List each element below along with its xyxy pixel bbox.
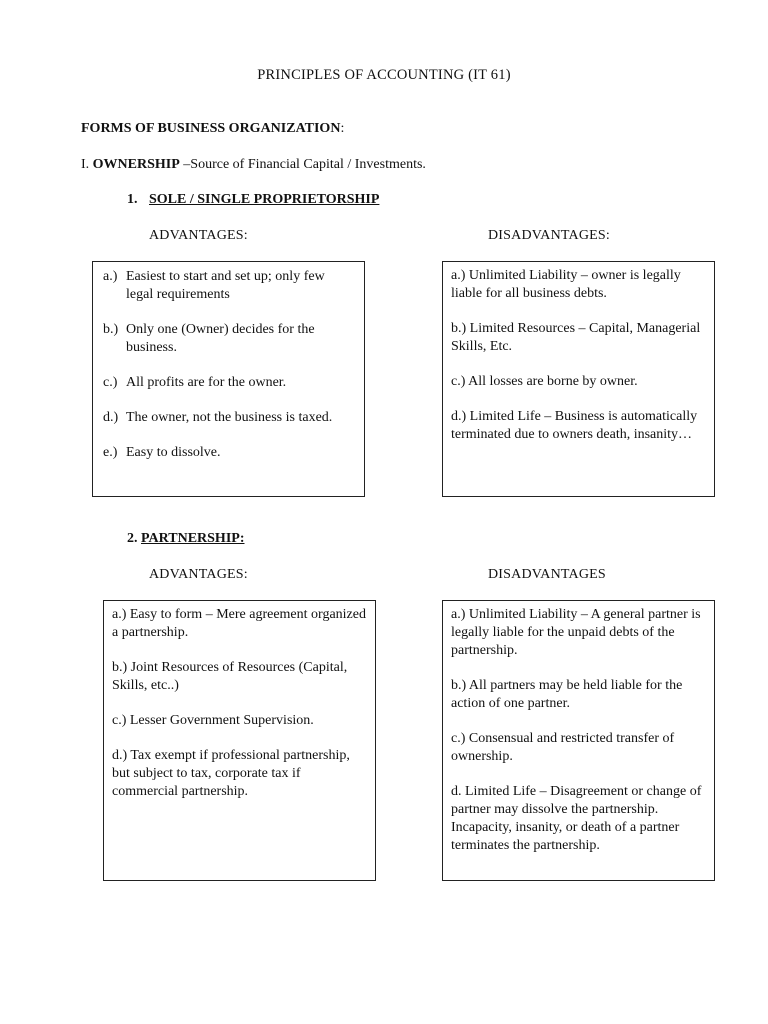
item-text: Only one (Owner) decides for the business. (126, 322, 315, 355)
item-marker: d.) (103, 410, 119, 425)
partnership-heading (127, 530, 244, 548)
list-item (103, 374, 354, 392)
sole-disadvantages-label: DISADVANTAGES: (488, 228, 610, 243)
partnership-number: 2. (127, 531, 141, 546)
partnership-disadvantages-box (442, 600, 715, 881)
list-item: c.) Lesser Government Supervision. (112, 713, 314, 728)
ownership-label: OWNERSHIP (92, 157, 180, 172)
sole-number: 1. (127, 192, 138, 207)
partnership-disadvantages-label: DISADVANTAGES (488, 567, 606, 582)
list-item: b.) All partners may be held liable for the action of one partner. (451, 678, 683, 711)
sole-disadvantages-box (442, 261, 715, 497)
list-item: a.) Unlimited Liability – owner is legally liable for all business debts. (451, 268, 681, 301)
list-item (103, 268, 354, 304)
item-text: Easy to dissolve. (126, 445, 221, 460)
item-marker: c.) (103, 375, 118, 390)
list-item: d.) Limited Life – Business is automatically terminated due to owners death, insanity… (451, 409, 698, 442)
list-item (103, 321, 354, 357)
sole-heading-text: SOLE / SINGLE PROPRIETORSHIP (149, 192, 380, 207)
item-text: All profits are for the owner. (126, 375, 287, 390)
list-item: b.) Limited Resources – Capital, Managerial Skills, Etc. (451, 321, 701, 354)
list-item: c.) Consensual and restricted transfer of ownership. (451, 731, 675, 764)
ownership-text: –Source of Financial Capital / Investments. (179, 157, 426, 172)
list-item: c.) All losses are borne by owner. (451, 374, 638, 389)
sole-advantages-label: ADVANTAGES: (149, 228, 248, 243)
list-item: a.) Unlimited Liability – A general partner is legally liable for the unpaid debts of the partnership. (451, 607, 701, 658)
list-item: d.) Tax exempt if professional partnership, but subject to tax, corporate tax if commercial partnership. (112, 748, 350, 799)
item-marker: e.) (103, 445, 118, 460)
list-item (103, 444, 354, 462)
partnership-heading-text: PARTNERSHIP: (141, 531, 245, 546)
section-heading-text: FORMS OF BUSINESS ORGANIZATION (81, 121, 341, 136)
list-item: a.) Easy to form – Mere agreement organized a partnership. (112, 607, 366, 640)
partnership-advantages-label: ADVANTAGES: (149, 567, 248, 582)
item-text: Easiest to start and set up; only few legal requirements (126, 269, 325, 302)
list-item: b.) Joint Resources of Resources (Capital, Skills, etc..) (112, 660, 348, 693)
ownership-prefix: I. (81, 157, 93, 172)
sole-advantages-box (92, 261, 365, 497)
ownership-line (81, 156, 426, 174)
partnership-advantages-box (103, 600, 376, 881)
item-marker: b.) (103, 322, 119, 337)
section-heading (81, 120, 344, 138)
item-text: The owner, not the business is taxed. (126, 410, 333, 425)
item-marker: a.) (103, 269, 118, 284)
document-title: PRINCIPLES OF ACCOUNTING (IT 61) (257, 67, 511, 83)
list-item: d. Limited Life – Disagreement or change of partner may dissolve the partnership. Incapacity, insanity, or death of a partner terminates the partnership. (451, 784, 702, 853)
sole-heading (127, 191, 379, 209)
section-heading-suffix: : (340, 121, 345, 136)
list-item (103, 409, 354, 427)
